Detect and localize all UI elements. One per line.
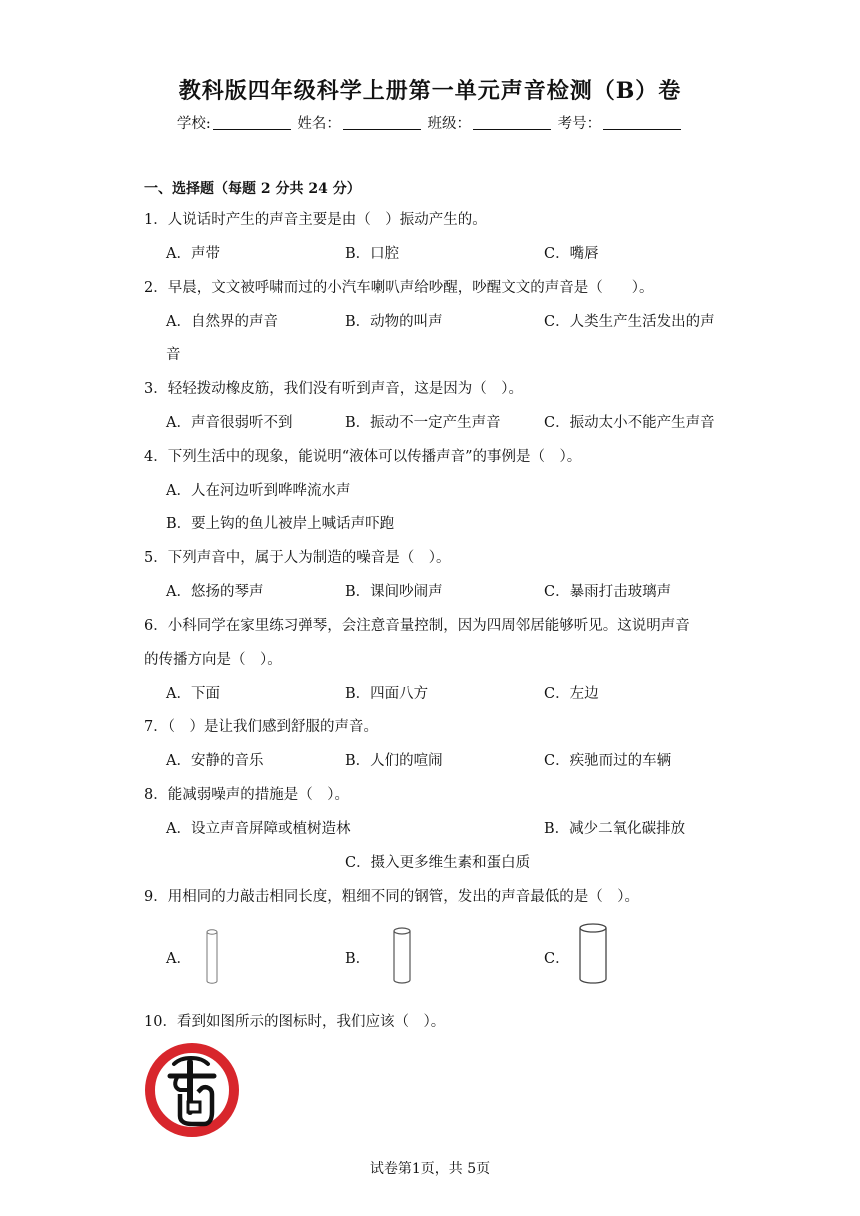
- question-8-option-c[interactable]: C．摄入更多维生素和蛋白质: [345, 855, 531, 871]
- question-1-option-b[interactable]: B．口腔: [345, 246, 400, 262]
- question-7-option-b[interactable]: B．人们的喧闹: [345, 753, 443, 769]
- question-4-option-a[interactable]: A．人在河边听到哗哗流水声: [166, 483, 351, 499]
- question-2-option-c-wrap: 音: [166, 347, 181, 363]
- question-3-option-c[interactable]: C．振动太小不能产生声音: [544, 415, 715, 431]
- question-7-option-c[interactable]: C．疾驰而过的车辆: [544, 753, 672, 769]
- thin-steel-tube-icon: [204, 928, 220, 986]
- question-8-option-a[interactable]: A．设立声音屏障或植树造林: [166, 821, 351, 837]
- question-5-stem: 5．下列声音中，属于人为制造的噪音是（ ）。: [144, 550, 451, 566]
- question-7-option-a[interactable]: A．安静的音乐: [166, 753, 264, 769]
- school-blank[interactable]: [213, 115, 291, 130]
- thick-steel-tube-icon: [576, 922, 610, 986]
- section-heading: 一、选择题（每题 2 分共 24 分）: [144, 181, 361, 197]
- keep-quiet-sign-icon: [144, 1042, 240, 1138]
- question-5-option-b[interactable]: B．课间吵闹声: [345, 584, 443, 600]
- question-2-option-c[interactable]: C．人类生产生活发出的声: [544, 314, 715, 330]
- question-3-option-b[interactable]: B．振动不一定产生声音: [345, 415, 501, 431]
- question-6-stem-wrap: 的传播方向是（ ）。: [144, 652, 282, 668]
- question-1-option-a[interactable]: A．声带: [166, 246, 220, 262]
- question-2-option-b[interactable]: B．动物的叫声: [345, 314, 443, 330]
- question-8-option-b[interactable]: B．减少二氧化碳排放: [544, 821, 686, 837]
- question-2-option-a[interactable]: A．自然界的声音: [166, 314, 278, 330]
- question-7-stem: 7．（ ）是让我们感到舒服的声音。: [144, 719, 378, 735]
- question-8-stem: 8．能减弱噪声的措施是（ ）。: [144, 787, 349, 803]
- question-3-option-a[interactable]: A．声音很弱听不到: [166, 415, 293, 431]
- page-footer: 试卷第1页，共 5页: [369, 1161, 491, 1177]
- question-6-option-a[interactable]: A．下面: [166, 686, 220, 702]
- exam-number-blank[interactable]: [603, 115, 681, 130]
- question-6-option-c[interactable]: C．左边: [544, 686, 599, 702]
- medium-steel-tube-icon: [391, 926, 413, 986]
- question-4-stem: 4．下列生活中的现象，能说明“液体可以传播声音”的事例是（ ）。: [144, 449, 582, 465]
- class-blank[interactable]: [473, 115, 551, 130]
- question-9-option-a[interactable]: A．: [166, 951, 191, 967]
- class-label: 班级：: [427, 116, 471, 132]
- question-9-option-b[interactable]: B．: [345, 951, 371, 967]
- question-5-option-a[interactable]: A．悠扬的琴声: [166, 584, 264, 600]
- question-1-stem: 1．人说话时产生的声音主要是由（ ）振动产生的。: [144, 212, 487, 228]
- exam-number-label: 考号：: [557, 116, 602, 132]
- name-blank[interactable]: [343, 115, 421, 130]
- name-label: 姓名：: [297, 116, 341, 132]
- question-5-option-c[interactable]: C．暴雨打击玻璃声: [544, 584, 672, 600]
- question-9-option-c[interactable]: C．: [544, 951, 570, 967]
- question-6-option-b[interactable]: B．四面八方: [345, 686, 429, 702]
- question-9-stem: 9．用相同的力敲击相同长度，粗细不同的钢管，发出的声音最低的是（ ）。: [144, 889, 639, 905]
- question-1-option-c[interactable]: C．嘴唇: [544, 246, 599, 262]
- school-label: 学校:: [176, 116, 211, 132]
- student-info-line: [0, 112, 860, 133]
- question-6-stem: 6．小科同学在家里练习弹琴，会注意音量控制，因为四周邻居能够听见。这说明声音: [144, 618, 690, 634]
- question-10-stem: 10．看到如图所示的图标时，我们应该（ ）。: [144, 1014, 446, 1030]
- question-2-stem: 2．早晨，文文被呼啸而过的小汽车喇叭声给吵醒，吵醒文文的声音是（ ）。: [144, 280, 654, 296]
- question-4-option-b[interactable]: B．要上钩的鱼儿被岸上喊话声吓跑: [166, 516, 395, 532]
- exam-title: 教科版四年级科学上册第一单元声音检测（B）卷: [178, 78, 682, 104]
- question-3-stem: 3．轻轻拨动橡皮筋，我们没有听到声音，这是因为（ ）。: [144, 381, 523, 397]
